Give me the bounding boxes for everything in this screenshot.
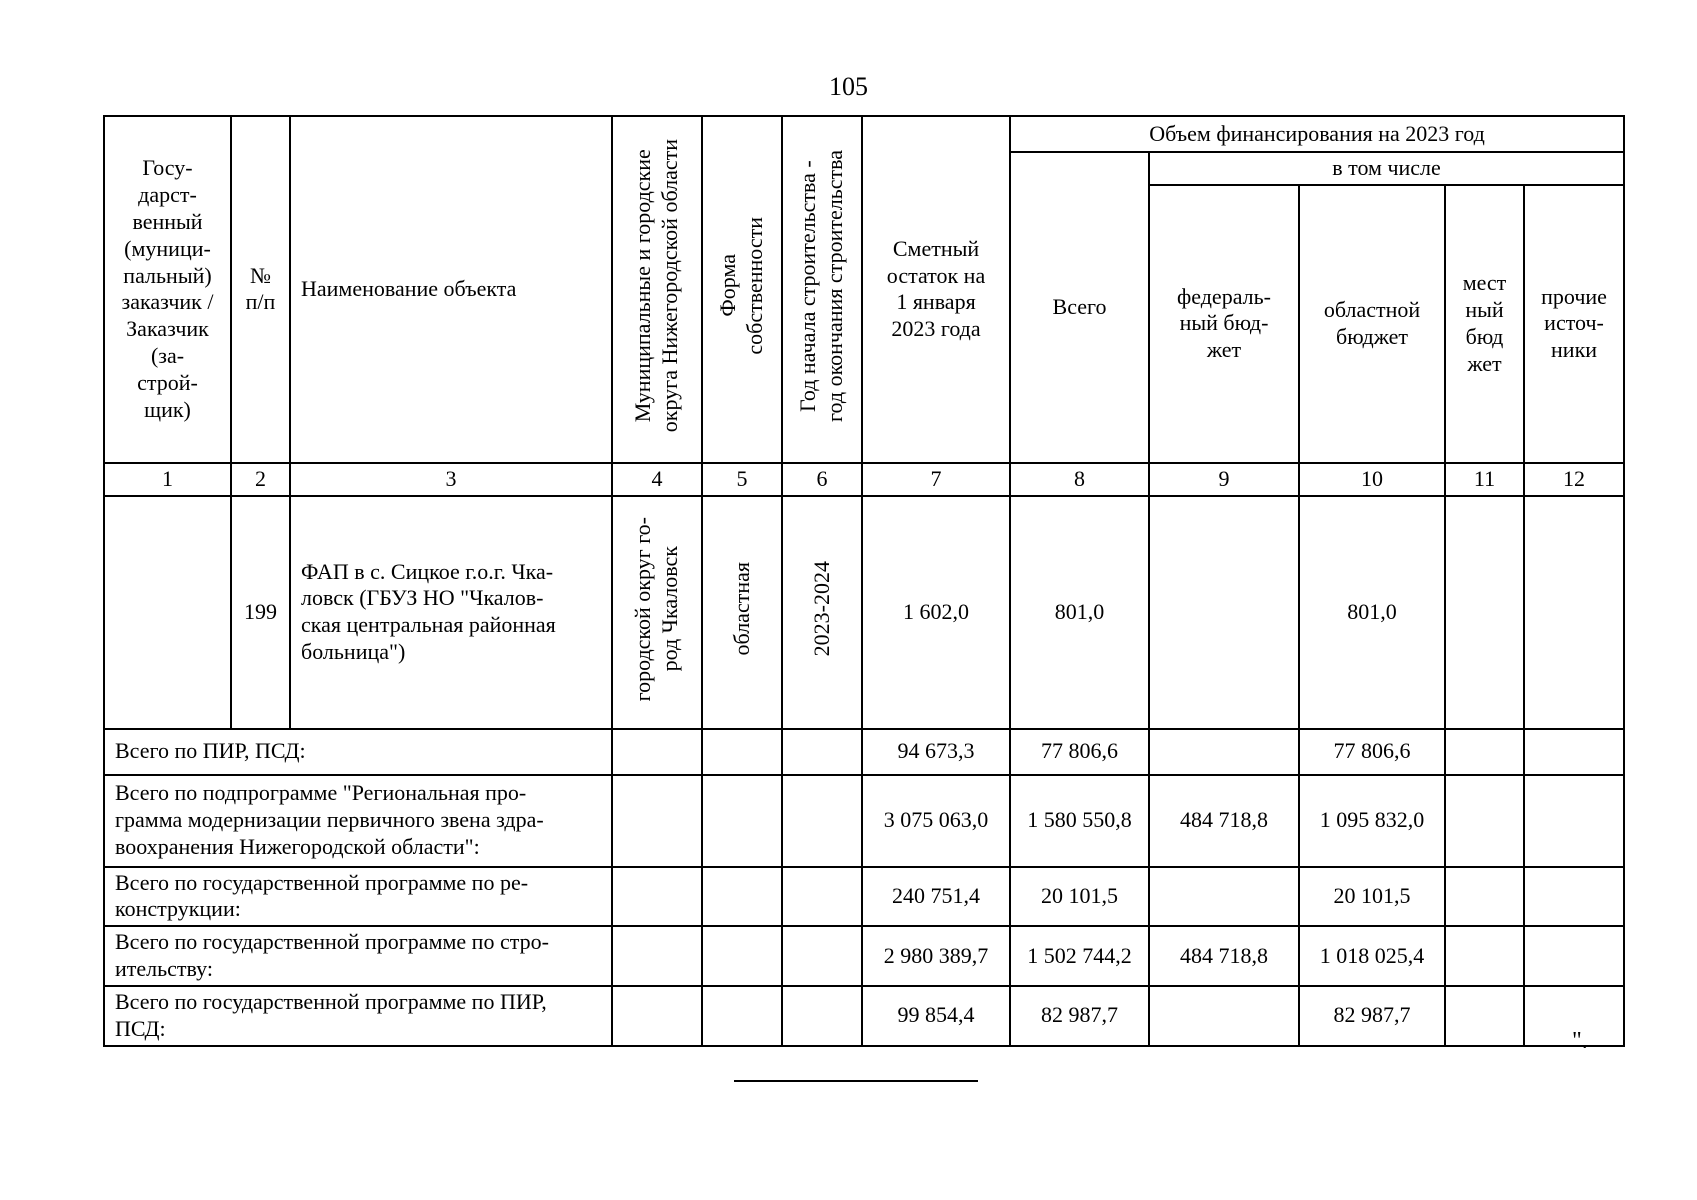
column-number-row [104, 463, 1624, 496]
header-customer: Госу- дарст- венный (муници- пальный) заказчик / Заказчик (за- строй- щик) [104, 116, 231, 463]
object-total: 801,0 [1010, 496, 1149, 729]
col-num-6: 6 [782, 463, 862, 496]
summary-total: 1 502 744,2 [1010, 926, 1149, 986]
summary-empty [612, 775, 702, 867]
header-years: Год начала строительства - год окончания строительства [782, 116, 862, 463]
summary-federal: 484 718,8 [1149, 926, 1299, 986]
summary-empty [782, 729, 862, 775]
horizontal-rule [734, 1080, 978, 1082]
summary-empty [1445, 729, 1524, 775]
object-local [1445, 496, 1524, 729]
col-num-11: 11 [1445, 463, 1524, 496]
summary-estimate: 94 673,3 [862, 729, 1010, 775]
col-num-10: 10 [1299, 463, 1445, 496]
col-num-7: 7 [862, 463, 1010, 496]
summary-empty [612, 926, 702, 986]
summary-empty [1445, 775, 1524, 867]
page-number: 105 [829, 72, 868, 101]
col-num-1: 1 [104, 463, 231, 496]
col-num-12: 12 [1524, 463, 1624, 496]
summary-estimate: 2 980 389,7 [862, 926, 1010, 986]
summary-estimate: 3 075 063,0 [862, 775, 1010, 867]
summary-federal [1149, 867, 1299, 927]
summary-row [104, 867, 1624, 927]
summary-empty [782, 867, 862, 927]
header-local: мест ный бюд жет [1445, 185, 1524, 463]
summary-label: Всего по подпрограмме "Региональная про- грамма модернизации первичного звена здра- воохранения Нижегородской области": [104, 775, 612, 867]
header-regional: областной бюджет [1299, 185, 1445, 463]
header-including: в том числе [1149, 152, 1624, 185]
col-num-4: 4 [612, 463, 702, 496]
summary-empty [1445, 926, 1524, 986]
summary-total: 82 987,7 [1010, 986, 1149, 1046]
summary-empty [612, 986, 702, 1046]
summary-empty [1524, 775, 1624, 867]
object-row [104, 496, 1624, 729]
col-num-5: 5 [702, 463, 782, 496]
header-other: прочие источ- ники [1524, 185, 1624, 463]
col-num-2: 2 [231, 463, 290, 496]
object-years: 2023-2024 [782, 496, 862, 729]
summary-label: Всего по государственной программе по стро- ительству: [104, 926, 612, 986]
summary-estimate: 99 854,4 [862, 986, 1010, 1046]
summary-label: Всего по государственной программе по ре- конструкции: [104, 867, 612, 927]
summary-estimate: 240 751,4 [862, 867, 1010, 927]
summary-empty [782, 926, 862, 986]
summary-regional: 77 806,6 [1299, 729, 1445, 775]
header-row-1 [104, 116, 1624, 152]
summary-row [104, 729, 1624, 775]
summary-federal [1149, 729, 1299, 775]
summary-empty [1524, 926, 1624, 986]
summary-empty [1445, 867, 1524, 927]
header-total: Всего [1010, 152, 1149, 463]
summary-empty [702, 775, 782, 867]
summary-empty [782, 986, 862, 1046]
object-num: 199 [231, 496, 290, 729]
summary-regional: 20 101,5 [1299, 867, 1445, 927]
summary-empty [702, 729, 782, 775]
summary-empty [702, 867, 782, 927]
summary-total: 20 101,5 [1010, 867, 1149, 927]
summary-regional: 1 018 025,4 [1299, 926, 1445, 986]
object-other [1524, 496, 1624, 729]
summary-label: Всего по ПИР, ПСД: [104, 729, 612, 775]
object-district: городской округ го- род Чкаловск [612, 496, 702, 729]
summary-empty [702, 926, 782, 986]
closing-quote-mark: ". [1572, 1028, 1588, 1054]
header-federal: федераль- ный бюд- жет [1149, 185, 1299, 463]
summary-empty [612, 867, 702, 927]
col-num-8: 8 [1010, 463, 1149, 496]
summary-row [104, 775, 1624, 867]
summary-empty [782, 775, 862, 867]
summary-federal [1149, 986, 1299, 1046]
object-name: ФАП в с. Сицкое г.о.г. Чка- ловск (ГБУЗ НО "Чкалов- ская центральная районная больница") [290, 496, 612, 729]
summary-empty [702, 986, 782, 1046]
header-ownership: Форма собственности [702, 116, 782, 463]
summary-total: 1 580 550,8 [1010, 775, 1149, 867]
summary-empty [1445, 986, 1524, 1046]
header-name: Наименование объекта [290, 116, 612, 463]
summary-total: 77 806,6 [1010, 729, 1149, 775]
object-federal [1149, 496, 1299, 729]
summary-regional: 82 987,7 [1299, 986, 1445, 1046]
financing-table [103, 115, 1625, 1047]
col-num-9: 9 [1149, 463, 1299, 496]
summary-row [104, 986, 1624, 1046]
object-estimate: 1 602,0 [862, 496, 1010, 729]
col-num-3: 3 [290, 463, 612, 496]
summary-empty [1524, 729, 1624, 775]
header-district: Муниципальные и городские округа Нижегородской области [612, 116, 702, 463]
summary-label: Всего по государственной программе по ПИР, ПСД: [104, 986, 612, 1046]
header-funding: Объем финансирования на 2023 год [1010, 116, 1624, 152]
header-num: № п/п [231, 116, 290, 463]
object-ownership: областная [702, 496, 782, 729]
summary-empty [1524, 867, 1624, 927]
summary-federal: 484 718,8 [1149, 775, 1299, 867]
object-customer [104, 496, 231, 729]
summary-row [104, 926, 1624, 986]
object-regional: 801,0 [1299, 496, 1445, 729]
summary-regional: 1 095 832,0 [1299, 775, 1445, 867]
header-estimate: Сметный остаток на 1 января 2023 года [862, 116, 1010, 463]
summary-empty [612, 729, 702, 775]
